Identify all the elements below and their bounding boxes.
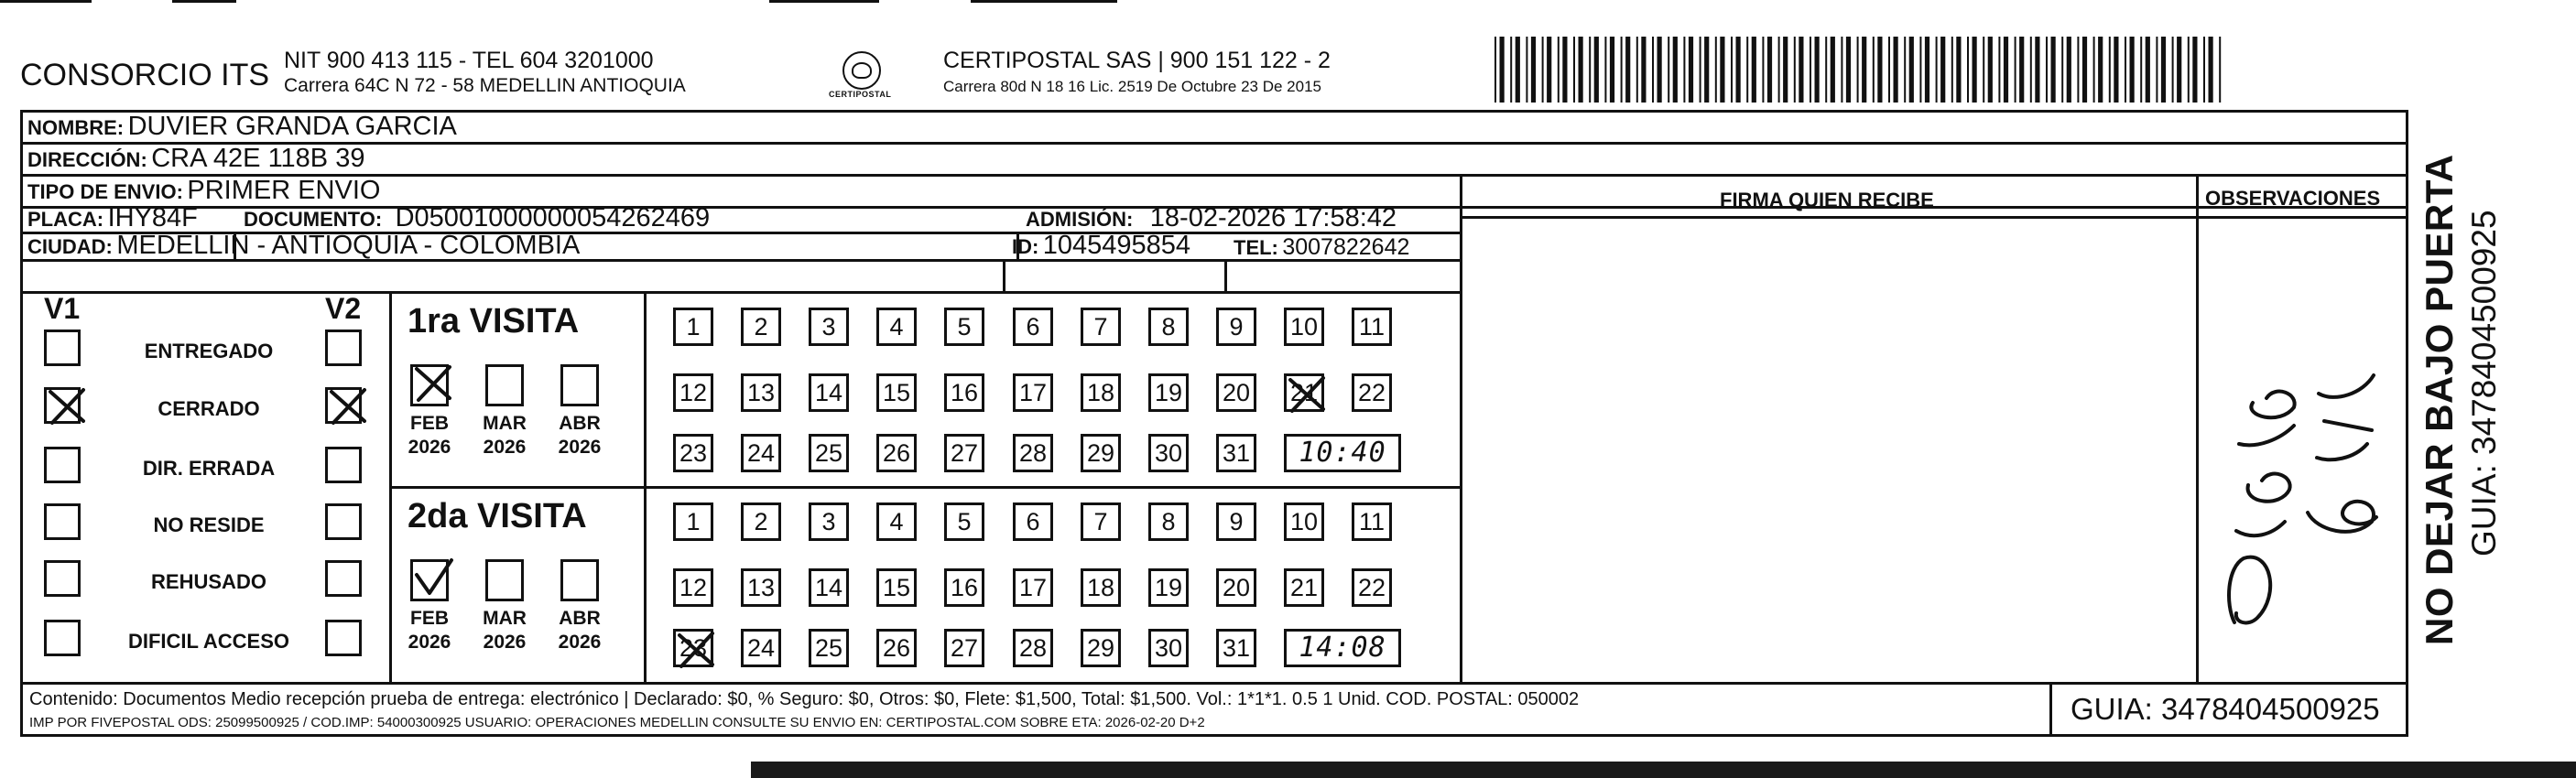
certipostal-name: CERTIPOSTAL SAS | 900 151 122 - 2: [943, 48, 1331, 73]
barcode-bar: [1510, 37, 1512, 103]
firma-header: FIRMA QUIEN RECIBE: [1720, 189, 1934, 211]
status-v1-checkbox[interactable]: [44, 447, 81, 483]
day-box[interactable]: 10: [1284, 308, 1324, 346]
guia-number: GUIA: 3478404500925: [2071, 692, 2380, 726]
barcode-bar: [2019, 37, 2024, 103]
month-checkbox[interactable]: [560, 364, 599, 406]
status-v1-checkbox[interactable]: [44, 620, 81, 656]
admision-label: ADMISIÓN:: [1026, 208, 1134, 231]
day-box[interactable]: 15: [876, 373, 917, 412]
status-v2-checkbox[interactable]: [325, 503, 362, 540]
barcode-bar: [1715, 37, 1717, 103]
rule: [20, 142, 2408, 145]
day-box[interactable]: 6: [1013, 502, 1053, 541]
barcode-bar: [1625, 37, 1630, 103]
status-v2-checkbox[interactable]: [325, 330, 362, 366]
month-checkbox[interactable]: [485, 364, 524, 406]
day-box[interactable]: 12: [673, 568, 713, 607]
month-year: 2026: [483, 437, 527, 458]
barcode-bar: [1767, 37, 1772, 103]
barcode-bar: [1621, 37, 1623, 103]
day-box[interactable]: 11: [1352, 502, 1392, 541]
barcode-bar: [1689, 37, 1693, 103]
rule: [1462, 216, 2408, 219]
day-box[interactable]: 2: [741, 502, 781, 541]
month-label: [548, 412, 612, 459]
company-address: Carrera 64C N 72 - 58 MEDELLIN ANTIOQUIA: [284, 75, 686, 96]
visit-title: 2da VISITA: [408, 497, 587, 535]
day-box[interactable]: 26: [876, 629, 917, 667]
day-box[interactable]: 30: [1148, 629, 1189, 667]
id-value: 1045495854: [1042, 231, 1191, 260]
direccion-field: [27, 144, 364, 174]
day-box[interactable]: 30: [1148, 434, 1189, 472]
day-box[interactable]: 6: [1013, 308, 1053, 346]
day-box[interactable]: 14: [809, 373, 849, 412]
barcode-bar: [1925, 37, 1929, 103]
top-edge-mark: [769, 0, 879, 3]
barcode-bar: [1888, 37, 1890, 103]
status-v1-checkbox[interactable]: [44, 387, 81, 424]
visit-time-box[interactable]: 10:40: [1284, 434, 1401, 472]
barcode-bar: [2082, 37, 2087, 103]
day-box[interactable]: 9: [1216, 502, 1256, 541]
barcode-bar: [1495, 37, 1496, 103]
barcode-bar: [1736, 37, 1741, 103]
barcode-bar: [1641, 37, 1646, 103]
barcode-bar: [1794, 37, 1796, 103]
barcode-bar: [2004, 37, 2008, 103]
barcode-bar: [1894, 37, 1898, 103]
guia-box: [2049, 685, 2407, 737]
day-box[interactable]: 31: [1216, 629, 1256, 667]
month-name: FEB: [410, 608, 449, 629]
barcode-bar: [1857, 37, 1859, 103]
day-box[interactable]: 14: [809, 568, 849, 607]
barcode-bar: [1683, 37, 1685, 103]
barcode-bar: [1516, 37, 1520, 103]
day-box[interactable]: 29: [1081, 629, 1121, 667]
barcode-bar: [1799, 37, 1803, 103]
day-box[interactable]: 27: [944, 434, 984, 472]
barcode-bar: [1746, 37, 1748, 103]
check-mark-icon: [409, 555, 457, 602]
status-v1-checkbox[interactable]: [44, 503, 81, 540]
barcode-bar: [1862, 37, 1866, 103]
rule: [1460, 174, 1462, 682]
day-box[interactable]: 3: [809, 502, 849, 541]
status-v2-checkbox[interactable]: [325, 620, 362, 656]
barcode-bar: [1636, 37, 1638, 103]
barcode-bar: [2188, 37, 2190, 103]
day-box[interactable]: 7: [1081, 308, 1121, 346]
day-box[interactable]: 16: [944, 373, 984, 412]
barcode-bar: [1988, 37, 1993, 103]
barcode-bar: [2177, 37, 2181, 103]
tel-label: TEL:: [1234, 236, 1278, 259]
barcode-bar: [1919, 37, 1921, 103]
x-mark-icon: [324, 383, 372, 430]
company-name: CONSORCIO ITS: [20, 58, 270, 92]
placa-field: [27, 203, 198, 233]
barcode-bar: [1956, 37, 1961, 103]
status-label: CERRADO: [158, 397, 260, 420]
ciudad-value: MEDELLIN - ANTIOQUIA - COLOMBIA: [116, 231, 581, 260]
barcode-bar: [2093, 37, 2095, 103]
day-box[interactable]: 9: [1216, 308, 1256, 346]
x-mark-icon: [1283, 371, 1331, 418]
tipo-envio-label: TIPO DE ENVIO:: [27, 180, 183, 203]
barcode-bar: [2077, 37, 2079, 103]
barcode-bar: [1610, 37, 1614, 103]
company-nit: NIT 900 413 115 - TEL 604 3201000: [284, 48, 654, 73]
barcode-bar: [1652, 37, 1654, 103]
month-label: [548, 607, 612, 654]
month-name: ABR: [559, 608, 601, 629]
barcode-bar: [2192, 37, 2197, 103]
day-box[interactable]: 13: [741, 568, 781, 607]
observaciones-header: OBSERVACIONES: [2205, 187, 2381, 210]
day-box[interactable]: 18: [1081, 373, 1121, 412]
barcode-bar: [1573, 37, 1575, 103]
x-mark-icon: [672, 626, 720, 674]
barcode-bar: [1704, 37, 1709, 103]
top-edge-mark: [971, 0, 1117, 3]
month-checkbox[interactable]: [560, 559, 599, 601]
certipostal-license: Carrera 80d N 18 16 Lic. 2519 De Octubre 23 De 2015: [943, 78, 1321, 95]
barcode-bar: [2172, 37, 2174, 103]
day-box[interactable]: 17: [1013, 373, 1053, 412]
day-box[interactable]: 5: [944, 502, 984, 541]
month-checkbox[interactable]: [410, 559, 449, 601]
barcode-bar: [2146, 37, 2150, 103]
day-box[interactable]: 1: [673, 502, 713, 541]
day-box[interactable]: 28: [1013, 434, 1053, 472]
day-box[interactable]: 8: [1148, 502, 1189, 541]
top-edge-mark: [172, 0, 236, 3]
barcode-bar: [1673, 37, 1678, 103]
nombre-field: [27, 112, 457, 142]
nombre-label: NOMBRE:: [27, 116, 125, 139]
rule: [1224, 259, 1227, 291]
rule: [2196, 174, 2199, 682]
barcode-bar: [1810, 37, 1811, 103]
admision-value: 18-02-2026 17:58:42: [1149, 203, 1397, 232]
documento-label: DOCUMENTO:: [244, 208, 383, 231]
barcode-bar: [2035, 37, 2039, 103]
barcode-bar: [1700, 37, 1701, 103]
nombre-value: DUVIER GRANDA GARCIA: [127, 112, 457, 141]
x-mark-icon: [43, 383, 91, 430]
barcode-bar: [1873, 37, 1875, 103]
barcode-bar: [2061, 37, 2063, 103]
placa-label: PLACA:: [27, 208, 104, 231]
month-name: MAR: [483, 413, 527, 434]
month-year: 2026: [408, 437, 451, 458]
barcode-bar: [2140, 37, 2142, 103]
day-box[interactable]: 27: [944, 629, 984, 667]
day-box[interactable]: 17: [1013, 568, 1053, 607]
barcode-bar: [2125, 37, 2126, 103]
day-box[interactable]: 7: [1081, 502, 1121, 541]
barcode-bar: [1909, 37, 1914, 103]
documento-value: D05001000000054262469: [395, 203, 711, 232]
barcode-bar: [2067, 37, 2071, 103]
top-edge-mark: [0, 0, 92, 3]
barcode-bar: [1668, 37, 1669, 103]
barcode-bar: [1594, 37, 1599, 103]
day-box[interactable]: 19: [1148, 568, 1189, 607]
barcode-bar: [2203, 37, 2205, 103]
month-year: 2026: [558, 632, 602, 653]
barcode-bar: [1831, 37, 1835, 103]
day-box[interactable]: 29: [1081, 434, 1121, 472]
barcode-bar: [1783, 37, 1788, 103]
status-v2-checkbox[interactable]: [325, 560, 362, 597]
no-dejar-bajo-puerta: NO DEJAR BAJO PUERTA: [2418, 154, 2461, 645]
rule: [644, 291, 647, 682]
tipo-envio-field: [27, 176, 380, 206]
barcode-bar: [2161, 37, 2166, 103]
contenido-text: Contenido: Documentos Medio recepción prueba de entrega: electrónico | Declarado: $0, % Seguro: $0, Otros: $0, Flete: $1,500, Total: $1,500. Vol.: 1*1*1. 0.5 1 Unid. COD. POSTAL: 050002: [29, 689, 1580, 709]
day-box[interactable]: 10: [1284, 502, 1324, 541]
barcode-bar: [1589, 37, 1591, 103]
day-box[interactable]: 5: [944, 308, 984, 346]
month-checkbox[interactable]: [485, 559, 524, 601]
barcode: [1495, 37, 2227, 103]
status-label: DIR. ERRADA: [142, 457, 276, 480]
barcode-bar: [1500, 37, 1505, 103]
day-box[interactable]: 28: [1013, 629, 1053, 667]
x-mark-icon: [409, 360, 457, 407]
barcode-bar: [1904, 37, 1906, 103]
status-v1-checkbox[interactable]: [44, 560, 81, 597]
month-label: [473, 412, 537, 459]
barcode-bar: [1940, 37, 1945, 103]
day-box[interactable]: 15: [876, 568, 917, 607]
barcode-bar: [2219, 37, 2221, 103]
tipo-envio-value: PRIMER ENVIO: [187, 176, 381, 205]
day-box[interactable]: 31: [1216, 434, 1256, 472]
month-year: 2026: [408, 632, 451, 653]
month-label: [397, 412, 462, 459]
visit-title: 1ra VISITA: [408, 302, 580, 340]
day-box[interactable]: 26: [876, 434, 917, 472]
admision-field: [1026, 203, 1397, 233]
status-v2-checkbox[interactable]: [325, 447, 362, 483]
documento-field: [244, 203, 710, 233]
day-box[interactable]: 25: [809, 629, 849, 667]
barcode-bar: [1846, 37, 1851, 103]
barcode-bar: [2030, 37, 2032, 103]
id-label: ID:: [1012, 235, 1039, 258]
day-box-marked[interactable]: 21: [1284, 373, 1324, 412]
rule: [20, 291, 1460, 294]
status-label: DIFICIL ACCESO: [127, 630, 289, 653]
barcode-bar: [1967, 37, 1969, 103]
day-box[interactable]: 3: [809, 308, 849, 346]
rule: [389, 291, 392, 682]
barcode-bar: [1998, 37, 2000, 103]
barcode-bar: [1562, 37, 1567, 103]
day-box[interactable]: 12: [673, 373, 713, 412]
tel-field: [1234, 234, 1409, 261]
day-box[interactable]: 13: [741, 373, 781, 412]
day-box[interactable]: 8: [1148, 308, 1189, 346]
barcode-bar: [1526, 37, 1527, 103]
barcode-bar: [1951, 37, 1953, 103]
month-name: ABR: [559, 413, 601, 434]
month-name: MAR: [483, 608, 527, 629]
day-box-marked[interactable]: 23: [673, 629, 713, 667]
barcode-bar: [2209, 37, 2213, 103]
barcode-bar: [2114, 37, 2118, 103]
id-field: [1012, 231, 1190, 261]
day-box[interactable]: 24: [741, 434, 781, 472]
rule: [389, 486, 1460, 489]
status-label: ENTREGADO: [144, 340, 274, 362]
barcode-bar: [1841, 37, 1842, 103]
status-label: REHUSADO: [151, 570, 266, 593]
day-box[interactable]: 22: [1352, 373, 1392, 412]
barcode-bar: [1973, 37, 1977, 103]
barcode-bar: [1658, 37, 1662, 103]
barcode-bar: [2156, 37, 2158, 103]
visit-time-box[interactable]: 14:08: [1284, 629, 1401, 667]
month-name: FEB: [410, 413, 449, 434]
month-label: [473, 607, 537, 654]
day-box[interactable]: 1: [673, 308, 713, 346]
barcode-bar: [1731, 37, 1733, 103]
barcode-bar: [1936, 37, 1938, 103]
day-box[interactable]: 2: [741, 308, 781, 346]
status-v1-checkbox[interactable]: [44, 330, 81, 366]
barcode-bar: [1815, 37, 1820, 103]
barcode-bar: [1752, 37, 1756, 103]
barcode-bar: [2015, 37, 2016, 103]
imp-text: IMP POR FIVEPOSTAL ODS: 25099500925 / COD.IMP: 54000300925 USUARIO: OPERACIONES MEDELLIN CONSULTE SU ENVIO EN: CERTIPOSTAL.COM SOBRE ETA: 2026-02-20 D+2: [29, 715, 1205, 730]
day-box[interactable]: 25: [809, 434, 849, 472]
barcode-bar: [1762, 37, 1764, 103]
status-label: NO RESIDE: [153, 513, 265, 536]
scan-shadow: [751, 762, 2576, 778]
barcode-bar: [1720, 37, 1724, 103]
v1-header: V1: [44, 292, 81, 325]
barcode-bar: [1579, 37, 1583, 103]
day-box[interactable]: 24: [741, 629, 781, 667]
barcode-bar: [2051, 37, 2056, 103]
barcode-bar: [1825, 37, 1827, 103]
placa-value: IHY84F: [107, 203, 198, 232]
barcode-bar: [1604, 37, 1606, 103]
direccion-value: CRA 42E 118B 39: [151, 144, 365, 173]
barcode-bar: [2130, 37, 2135, 103]
month-year: 2026: [558, 437, 602, 458]
tel-value: 3007822642: [1282, 234, 1410, 260]
day-box[interactable]: 4: [876, 502, 917, 541]
day-box[interactable]: 20: [1216, 568, 1256, 607]
month-year: 2026: [483, 632, 527, 653]
month-label: [397, 607, 462, 654]
ciudad-label: CIUDAD:: [27, 235, 113, 258]
side-guia-number: GUIA: 3478404500925: [2465, 210, 2503, 556]
day-box[interactable]: 22: [1352, 568, 1392, 607]
day-box[interactable]: 21: [1284, 568, 1324, 607]
barcode-bar: [2098, 37, 2103, 103]
day-box[interactable]: 18: [1081, 568, 1121, 607]
day-box[interactable]: 20: [1216, 373, 1256, 412]
barcode-bar: [2109, 37, 2111, 103]
barcode-bar: [1983, 37, 1984, 103]
day-box[interactable]: 19: [1148, 373, 1189, 412]
month-checkbox[interactable]: [410, 364, 449, 406]
ciudad-field: [27, 231, 580, 261]
barcode-bar: [1558, 37, 1560, 103]
direccion-label: DIRECCIÓN:: [27, 148, 147, 171]
barcode-bar: [1542, 37, 1544, 103]
day-box[interactable]: 11: [1352, 308, 1392, 346]
handwritten-signature: [2216, 256, 2390, 641]
rule: [1003, 259, 1005, 291]
barcode-bar: [1547, 37, 1551, 103]
barcode-bar: [1778, 37, 1780, 103]
day-box[interactable]: 16: [944, 568, 984, 607]
barcode-bar: [1531, 37, 1536, 103]
barcode-bar: [1877, 37, 1882, 103]
barcode-bar: [2046, 37, 2048, 103]
v2-header: V2: [325, 292, 362, 325]
certipostal-logo: CERTIPOSTAL: [829, 51, 893, 106]
day-box[interactable]: 4: [876, 308, 917, 346]
day-box[interactable]: 23: [673, 434, 713, 472]
status-v2-checkbox[interactable]: [325, 387, 362, 424]
